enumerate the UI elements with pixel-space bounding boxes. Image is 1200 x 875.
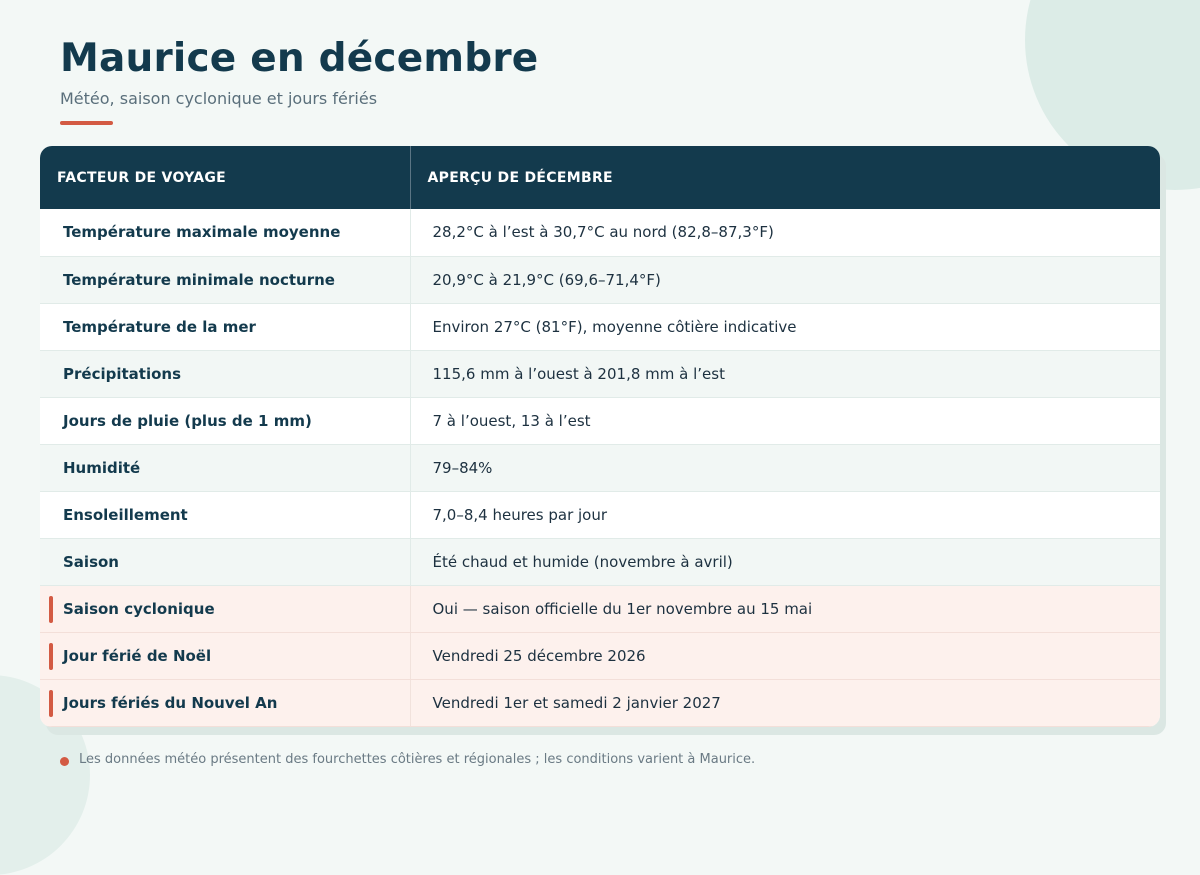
page-header bbox=[60, 34, 538, 125]
overview-cell: 28,2°C à l’est à 30,7°C au nord (82,8–87,3°F) bbox=[410, 209, 1160, 256]
factor-label: Jours fériés du Nouvel An bbox=[63, 693, 278, 712]
overview-cell: 7 à l’ouest, 13 à l’est bbox=[410, 397, 1160, 444]
table-body bbox=[40, 209, 1160, 726]
table-row bbox=[40, 444, 1160, 491]
title-accent-bar bbox=[60, 121, 113, 125]
footnote-bullet-icon bbox=[60, 757, 69, 766]
factor-label: Température de la mer bbox=[63, 317, 256, 336]
table-row bbox=[40, 303, 1160, 350]
highlight-marker bbox=[49, 643, 53, 670]
travel-factors-table bbox=[40, 146, 1160, 727]
table-row bbox=[40, 209, 1160, 256]
factor-cell bbox=[40, 491, 410, 538]
highlight-marker bbox=[49, 690, 53, 717]
overview-cell: 20,9°C à 21,9°C (69,6–71,4°F) bbox=[410, 256, 1160, 303]
overview-cell: Vendredi 1er et samedi 2 janvier 2027 bbox=[410, 679, 1160, 726]
column-header-overview: APERÇU DE DÉCEMBRE bbox=[410, 146, 1160, 209]
table-header-row bbox=[40, 146, 1160, 209]
factor-label: Jour férié de Noël bbox=[63, 646, 212, 665]
overview-cell: Environ 27°C (81°F), moyenne côtière indicative bbox=[410, 303, 1160, 350]
factor-cell bbox=[40, 350, 410, 397]
overview-cell: 115,6 mm à l’ouest à 201,8 mm à l’est bbox=[410, 350, 1160, 397]
factor-cell bbox=[40, 538, 410, 585]
factor-label: Ensoleillement bbox=[63, 505, 188, 524]
footnote-text: Les données météo présentent des fourchettes côtières et régionales ; les conditions varient à Maurice. bbox=[79, 752, 756, 767]
overview-cell: 7,0–8,4 heures par jour bbox=[410, 491, 1160, 538]
table-row bbox=[40, 632, 1160, 679]
factor-cell bbox=[40, 303, 410, 350]
factor-label: Précipitations bbox=[63, 364, 181, 383]
column-header-factor: FACTEUR DE VOYAGE bbox=[40, 146, 410, 209]
table-row bbox=[40, 397, 1160, 444]
overview-cell: Été chaud et humide (novembre à avril) bbox=[410, 538, 1160, 585]
factor-cell bbox=[40, 679, 410, 726]
overview-cell: Oui — saison officielle du 1er novembre au 15 mai bbox=[410, 585, 1160, 632]
page-subtitle: Météo, saison cyclonique et jours fériés bbox=[60, 89, 378, 108]
footnote bbox=[60, 752, 755, 767]
factor-cell bbox=[40, 397, 410, 444]
table-row bbox=[40, 491, 1160, 538]
table-row bbox=[40, 585, 1160, 632]
factor-cell bbox=[40, 444, 410, 491]
factor-label: Jours de pluie (plus de 1 mm) bbox=[63, 411, 312, 430]
factor-label: Température minimale nocturne bbox=[63, 270, 335, 289]
table-row bbox=[40, 538, 1160, 585]
factor-label: Saison bbox=[63, 552, 119, 571]
factor-label: Saison cyclonique bbox=[63, 599, 215, 618]
factor-cell bbox=[40, 585, 410, 632]
highlight-marker bbox=[49, 596, 53, 623]
table-row bbox=[40, 350, 1160, 397]
table-row bbox=[40, 256, 1160, 303]
factor-cell bbox=[40, 256, 410, 303]
factor-label: Humidité bbox=[63, 458, 141, 477]
travel-factors-card bbox=[40, 146, 1160, 727]
overview-cell: Vendredi 25 décembre 2026 bbox=[410, 632, 1160, 679]
table-row bbox=[40, 679, 1160, 726]
page-title: Maurice en décembre bbox=[60, 36, 539, 81]
factor-label: Température maximale moyenne bbox=[63, 223, 341, 242]
factor-cell bbox=[40, 632, 410, 679]
factor-cell bbox=[40, 209, 410, 256]
overview-cell: 79–84% bbox=[410, 444, 1160, 491]
